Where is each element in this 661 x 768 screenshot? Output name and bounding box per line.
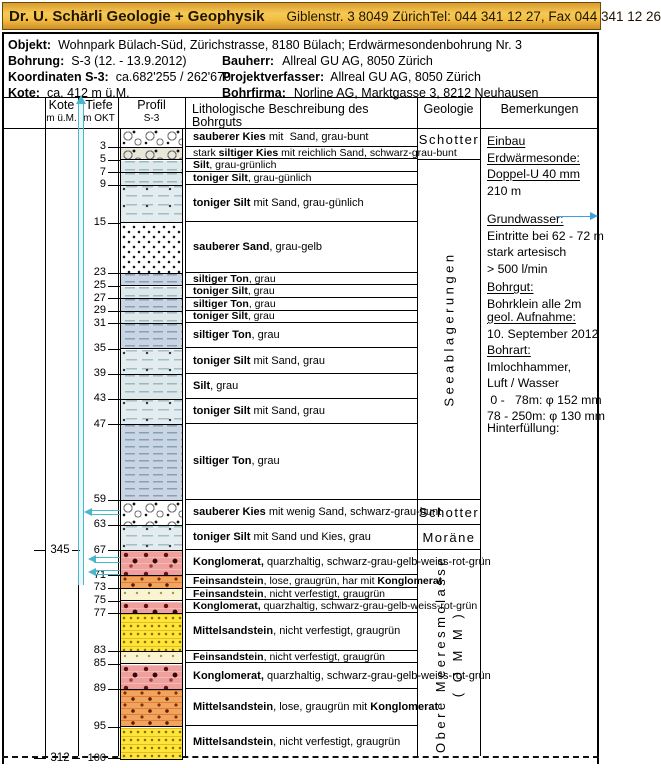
- remark-line: 78 - 250m: φ 130 mm: [487, 409, 606, 423]
- depth-tick-label: 100: [87, 751, 106, 764]
- geology-zone: [418, 160, 480, 500]
- lithology-description: siltiger Ton , grau: [186, 424, 417, 500]
- lithology-layer: [121, 425, 182, 501]
- lithology-description: Feinsandstein , nicht verfestigt, graugrün: [186, 651, 417, 664]
- remark-line: Imlochhammer,: [487, 359, 572, 374]
- depth-tick-label: 73: [93, 581, 106, 594]
- lithology-layer: [121, 186, 182, 224]
- lithology-layer: [121, 614, 182, 652]
- water-inflow-arrow-tail: [90, 514, 120, 515]
- kote-label: Kote:: [8, 86, 40, 100]
- lithology-description: stark siltiger Kies mit reichlich Sand, schwarz-grau-bunt: [186, 147, 417, 160]
- lithology-layer: [121, 690, 182, 728]
- header-lithologie: Lithologische Beschreibung des Bohrguts: [192, 102, 369, 129]
- geology-zone-label-vertical: Obere Meeresmolasse ( O M M ): [433, 555, 465, 754]
- company-address: Giblenstr. 3 8049 Zürich: [286, 8, 430, 24]
- depth-tick-line: [108, 172, 121, 173]
- lithology-layer: [121, 173, 182, 186]
- depth-tick-label: 5: [99, 153, 106, 165]
- depth-tick-line: [108, 424, 121, 425]
- depth-tick-line: [108, 601, 121, 602]
- column-line-tiefe-profil: [118, 97, 119, 756]
- remark-line: Bohrart:: [487, 343, 531, 357]
- remark-block: [487, 420, 599, 437]
- depth-tick-label: 35: [93, 342, 106, 354]
- depth-tick-line: [108, 160, 121, 161]
- depth-tick-line: [108, 323, 121, 324]
- remark-block: [487, 211, 604, 277]
- remark-line: Hinterfüllung:: [487, 421, 560, 435]
- water-inflow-arrow-tail: [94, 557, 120, 558]
- water-inflow-arrow-tail: [90, 510, 120, 511]
- lithology-layer: [121, 324, 182, 349]
- company-name: Dr. U. Schärli Geologie + Geophysik: [9, 7, 265, 25]
- lithology-description: siltiger Ton , grau: [186, 323, 417, 348]
- lithology-description: toniger Silt , grau: [186, 286, 417, 299]
- depth-tick-line: [108, 147, 121, 148]
- info-row-objekt: [8, 38, 522, 52]
- remark-line: Eintritte bei 62 - 72 m: [487, 228, 604, 243]
- lithology-description: Silt , grau: [186, 374, 417, 399]
- lithology-layer: [121, 224, 182, 274]
- lithology-description: Konglomerat, quarzhaltig, schwarz-grau-gelb-weiss-rot-grün: [186, 550, 417, 575]
- projektverfasser-value: Allreal GU AG, 8050 Zürich: [330, 70, 481, 84]
- depth-tick-label: 83: [93, 644, 106, 657]
- remark-line: Erdwärmesonde:: [487, 150, 580, 165]
- remark-line: Bohrgut:: [487, 280, 534, 294]
- lithology-layer: [121, 161, 182, 174]
- depth-tick-line: [108, 500, 121, 501]
- company-phone: Tel: 044 341 12 27, Fax 044 341 12 26: [429, 8, 661, 24]
- depth-tick-line: [108, 575, 121, 576]
- depth-tick-line: [108, 758, 121, 759]
- bauherr-label: Bauherr:: [222, 54, 275, 68]
- depth-tick-label: 89: [93, 682, 106, 695]
- depth-tick-line: [108, 286, 121, 287]
- water-inflow-arrow-tail: [94, 570, 120, 571]
- depth-tick-line: [108, 651, 121, 652]
- lithology-description: siltiger Ton , grau: [186, 273, 417, 286]
- depth-tick-line: [108, 223, 121, 224]
- remark-line: Grundwasser:: [487, 212, 564, 226]
- depth-tick-label: 9: [99, 178, 106, 191]
- geology-zone-label-vertical: Seeablagerungen: [441, 251, 457, 407]
- lithology-description: toniger Silt mit Sand, grau-günlich: [186, 185, 417, 223]
- remark-line: 210 m: [487, 183, 522, 198]
- lithology-layer: [121, 576, 182, 589]
- info-row-bohrung: [8, 54, 187, 68]
- remark-line: Luft / Wasser: [487, 376, 559, 390]
- bauherr-value: Allreal GU AG, 8050 Zürich: [282, 54, 433, 68]
- kote-value: ca. 412 m ü.M.: [46, 86, 130, 100]
- lithology-layer: [121, 274, 182, 287]
- depth-tick-label: 23: [93, 266, 106, 279]
- depth-tick-label: 3: [99, 140, 106, 153]
- kote-elevation-label: 345: [50, 543, 70, 556]
- geology-zone: [418, 550, 480, 758]
- header-geologie: Geologie: [423, 102, 474, 116]
- bohrung-label: Bohrung:: [8, 54, 65, 68]
- depth-tick-label: 85: [93, 657, 106, 669]
- lithology-layer: [121, 589, 182, 602]
- lithology-description: toniger Silt mit Sand und Kies, grau: [186, 525, 417, 550]
- lithology-layer: [121, 665, 182, 690]
- header-tiefe: Tiefe m OKT: [83, 98, 115, 124]
- lithology-description: Silt , grau-grünlich: [186, 160, 417, 173]
- depth-tick-line: [108, 689, 121, 690]
- remark-line: Bohrklein alle 2m: [487, 296, 582, 311]
- geology-zone: [418, 500, 480, 525]
- company-header-bar: [2, 2, 661, 30]
- lithology-description: Mittelsandstein , lose, graugrün mit Konglomerat: [186, 689, 417, 727]
- lithology-description: Konglomerat, quarzhaltig, schwarz-grau-gelb-weiss-rot-grün: [186, 664, 417, 689]
- bohrfirma-label: Bohrfirma:: [222, 86, 286, 100]
- depth-tick-label: 63: [93, 518, 106, 531]
- lithology-layer: [121, 652, 182, 665]
- lithology-layer: [121, 287, 182, 300]
- lithology-description: Feinsandstein , nicht verfestigt, graugrün: [186, 588, 417, 601]
- lithology-description: toniger Silt , grau-günlich: [186, 172, 417, 185]
- info-row-koordinaten: [8, 70, 231, 84]
- lithology-layer: [121, 400, 182, 425]
- column-line-left-blank: [45, 97, 46, 756]
- remark-block: [487, 133, 599, 199]
- bohrung-value: S-3 (12. - 13.9.2012): [71, 54, 187, 68]
- column-line-geologie-bemerkungen: [480, 97, 481, 756]
- depth-tick-line: [108, 311, 121, 312]
- artesian-level-arrow-up-icon: [76, 95, 86, 104]
- info-row-bauherr: [222, 54, 433, 68]
- depth-tick-label: 95: [93, 720, 106, 732]
- geology-zone-label: Moräne: [422, 529, 476, 545]
- geology-zone-label: Schotter: [418, 504, 480, 520]
- geology-column: [418, 128, 480, 758]
- geology-zone: [418, 128, 480, 160]
- depth-tick-label: 39: [93, 367, 106, 380]
- depth-tick-line: [108, 374, 121, 375]
- depth-tick-line: [108, 399, 121, 400]
- water-inflow-arrow-icon: [88, 555, 96, 563]
- lithology-profile-column: [120, 128, 183, 760]
- koordinaten-label: Koordinaten S-3:: [8, 70, 109, 84]
- lithology-description: Mittelsandstein , nicht verfestigt, graugrün: [186, 613, 417, 651]
- depth-tick-label: 71: [93, 568, 106, 581]
- remark-block: [487, 279, 599, 312]
- water-inflow-arrow-tail: [94, 562, 120, 563]
- depth-tick-line: [108, 349, 121, 350]
- depth-tick-line: [108, 185, 121, 186]
- lithology-description: sauberer Sand , grau-gelb: [186, 223, 417, 273]
- header-profil: Profil S-3: [137, 98, 166, 124]
- remark-line: Doppel-U 40 mm: [487, 167, 580, 181]
- lithology-layer: [121, 299, 182, 312]
- lithology-description: sauberer Kies mit Sand, grau-bunt: [186, 128, 417, 147]
- lithology-layer: [121, 350, 182, 375]
- lithology-description: Konglomerat, quarzhaltig, schwarz-grau-gelb-weiss-rot-grün: [186, 601, 417, 614]
- lithology-layer: [121, 148, 182, 161]
- depth-tick-label: 31: [93, 316, 106, 329]
- remark-line: > 500 l/min: [487, 261, 548, 276]
- groundwater-right-arrow-icon: [556, 216, 590, 217]
- depth-tick-label: 47: [93, 417, 106, 430]
- lithology-description: toniger Silt , grau: [186, 311, 417, 324]
- bohrfirma-value: Norline AG, Marktgasse 3, 8212 Neuhausen: [293, 86, 539, 100]
- remark-line: geol. Aufnahme:: [487, 310, 576, 324]
- depth-tick-label: 75: [93, 594, 106, 606]
- lithology-layer: [121, 728, 182, 760]
- lithology-layer: [121, 312, 182, 325]
- depth-tick-line: [108, 613, 121, 614]
- geology-zone: [418, 525, 480, 550]
- depth-tick-label: 7: [99, 165, 106, 178]
- lithology-description: toniger Silt mit Sand, grau: [186, 349, 417, 374]
- projektverfasser-label: Projektverfasser:: [222, 70, 325, 84]
- lithology-description: Mittelsandstein , nicht verfestigt, graugrün: [193, 736, 401, 749]
- geology-zone-label: Schotter: [418, 132, 480, 148]
- depth-tick-label: 27: [93, 291, 106, 304]
- header-kote: Kote m ü.M.: [46, 98, 77, 124]
- remark-line: stark artesisch: [487, 245, 567, 259]
- depth-tick-line: [108, 273, 121, 274]
- depth-tick-label: 29: [93, 304, 106, 317]
- kote-elevation-label: 312: [50, 751, 70, 764]
- info-row-projektverfasser: [222, 70, 481, 84]
- water-inflow-arrow-icon: [88, 568, 96, 576]
- depth-tick-line: [108, 550, 121, 551]
- depth-tick-line: [108, 525, 121, 526]
- header-bemerkungen: Bemerkungen: [500, 102, 579, 116]
- remark-line: 10. September 2012: [487, 326, 599, 341]
- koordinaten-value: ca.682'255 / 262'670: [115, 70, 231, 84]
- lithology-layer: [121, 602, 182, 615]
- depth-tick-label: 67: [93, 543, 106, 556]
- lithology-layer: [121, 551, 182, 576]
- lithology-layer: [121, 129, 182, 148]
- lithology-description: toniger Silt mit Sand, grau: [186, 399, 417, 424]
- depth-tick-line: [108, 298, 121, 299]
- objekt-value: Wohnpark Bülach-Süd, Zürichstrasse, 8180 Bülach; Erdwärmesondenbohrung Nr. 3: [58, 38, 522, 52]
- depth-tick-label: 59: [93, 493, 106, 506]
- lithology-description: Feinsandstein , lose, graugrün, har mit Konglomerat: [186, 575, 417, 588]
- lithology-layer: [121, 501, 182, 526]
- depth-tick-label: 15: [93, 216, 106, 228]
- lithology-layer: [121, 526, 182, 551]
- depth-tick-label: 77: [93, 606, 106, 619]
- depth-tick-line: [108, 588, 121, 589]
- water-inflow-arrow-tail: [94, 574, 120, 575]
- kote-elevation-tick: [34, 550, 46, 551]
- remark-line: 0 - 78m: φ 152 mm: [487, 392, 602, 407]
- objekt-label: Objekt:: [8, 38, 52, 52]
- remark-line: Einbau: [487, 134, 526, 148]
- depth-tick-line: [108, 727, 121, 728]
- kote-elevation-tick: [72, 758, 80, 759]
- depth-tick-line: [108, 664, 121, 665]
- water-inflow-arrow-icon: [84, 508, 92, 516]
- lithology-description: sauberer Kies mit wenig Sand, schwarz-grau-bunt: [186, 500, 417, 525]
- lithology-description: siltiger Ton , grau: [186, 298, 417, 311]
- kote-elevation-tick: [34, 758, 46, 759]
- depth-tick-label: 43: [93, 392, 106, 405]
- remark-block: [487, 309, 606, 425]
- depth-tick-label: 25: [93, 279, 106, 291]
- lithology-layer: [121, 375, 182, 400]
